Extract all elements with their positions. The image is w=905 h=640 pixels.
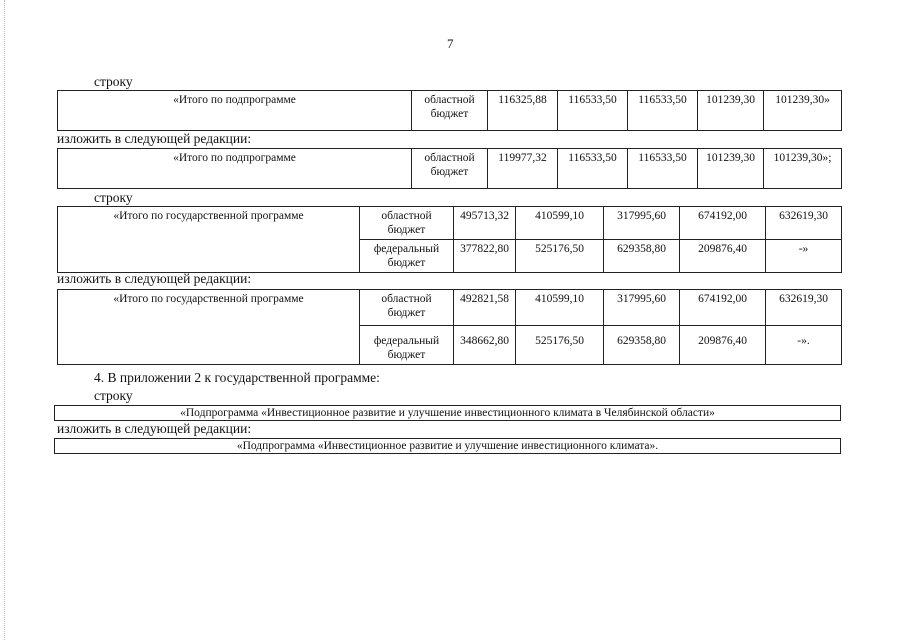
value-cell: 116533,50 bbox=[628, 149, 698, 189]
value-cell: 629358,80 bbox=[604, 326, 680, 365]
scan-edge-mark bbox=[4, 0, 5, 640]
value-cell: 101239,30 bbox=[698, 149, 764, 189]
table-subprogram-new bbox=[57, 148, 842, 189]
line-label-1: строку bbox=[94, 74, 133, 89]
value-cell: 674192,00 bbox=[680, 290, 766, 326]
value-cell: 116533,50 bbox=[558, 149, 628, 189]
value-cell: 348662,80 bbox=[454, 326, 516, 365]
value-cell: 525176,50 bbox=[516, 326, 604, 365]
value-cell: 495713,32 bbox=[454, 207, 516, 240]
value-cell: 116325,88 bbox=[488, 91, 558, 131]
state-label-2: изложить в следующей редакции: bbox=[57, 271, 252, 286]
section-heading: 4. В приложении 2 к государственной программе: bbox=[94, 370, 380, 385]
subprogram-new-title: «Подпрограмма «Инвестиционное развитие и улучшение инвестиционного климата». bbox=[54, 438, 841, 454]
value-cell: 377822,80 bbox=[454, 240, 516, 273]
value-cell: 410599,10 bbox=[516, 207, 604, 240]
value-cell: 492821,58 bbox=[454, 290, 516, 326]
value-cell: 116533,50 bbox=[628, 91, 698, 131]
value-cell: 101239,30» bbox=[764, 91, 842, 131]
value-cell: 209876,40 bbox=[680, 240, 766, 273]
budget-source: федеральный бюджет bbox=[360, 326, 454, 365]
row-name: «Итого по подпрограмме bbox=[58, 149, 412, 189]
value-cell: 116533,50 bbox=[558, 91, 628, 131]
value-cell: -» bbox=[766, 240, 842, 273]
value-cell: 674192,00 bbox=[680, 207, 766, 240]
state-label-1: изложить в следующей редакции: bbox=[57, 131, 252, 146]
value-cell: 101239,30 bbox=[698, 91, 764, 131]
page-number: 7 bbox=[447, 36, 454, 51]
line-label-2: строку bbox=[94, 190, 133, 205]
value-cell: 119977,32 bbox=[488, 149, 558, 189]
row-name: «Итого по государственной программе bbox=[58, 290, 360, 365]
value-cell: 101239,30»; bbox=[764, 149, 842, 189]
value-cell: 209876,40 bbox=[680, 326, 766, 365]
value-cell: 632619,30 bbox=[766, 290, 842, 326]
budget-source: областной бюджет bbox=[412, 149, 488, 189]
value-cell: 629358,80 bbox=[604, 240, 680, 273]
value-cell: 410599,10 bbox=[516, 290, 604, 326]
value-cell: 632619,30 bbox=[766, 207, 842, 240]
budget-source: федеральный бюджет bbox=[360, 240, 454, 273]
row-name: «Итого по государственной программе bbox=[58, 207, 360, 273]
line-label-3: строку bbox=[94, 388, 133, 403]
budget-source: областной бюджет bbox=[412, 91, 488, 131]
table-program-old bbox=[57, 206, 842, 273]
budget-source: областной бюджет bbox=[360, 207, 454, 240]
value-cell: -». bbox=[766, 326, 842, 365]
state-label-3: изложить в следующей редакции: bbox=[57, 421, 252, 436]
table-subprogram-old bbox=[57, 90, 842, 131]
value-cell: 525176,50 bbox=[516, 240, 604, 273]
budget-source: областной бюджет bbox=[360, 290, 454, 326]
subprogram-old-title: «Подпрограмма «Инвестиционное развитие и улучшение инвестиционного климата в Челябинской области» bbox=[54, 405, 841, 421]
table-program-new bbox=[57, 289, 842, 365]
value-cell: 317995,60 bbox=[604, 290, 680, 326]
value-cell: 317995,60 bbox=[604, 207, 680, 240]
row-name: «Итого по подпрограмме bbox=[58, 91, 412, 131]
